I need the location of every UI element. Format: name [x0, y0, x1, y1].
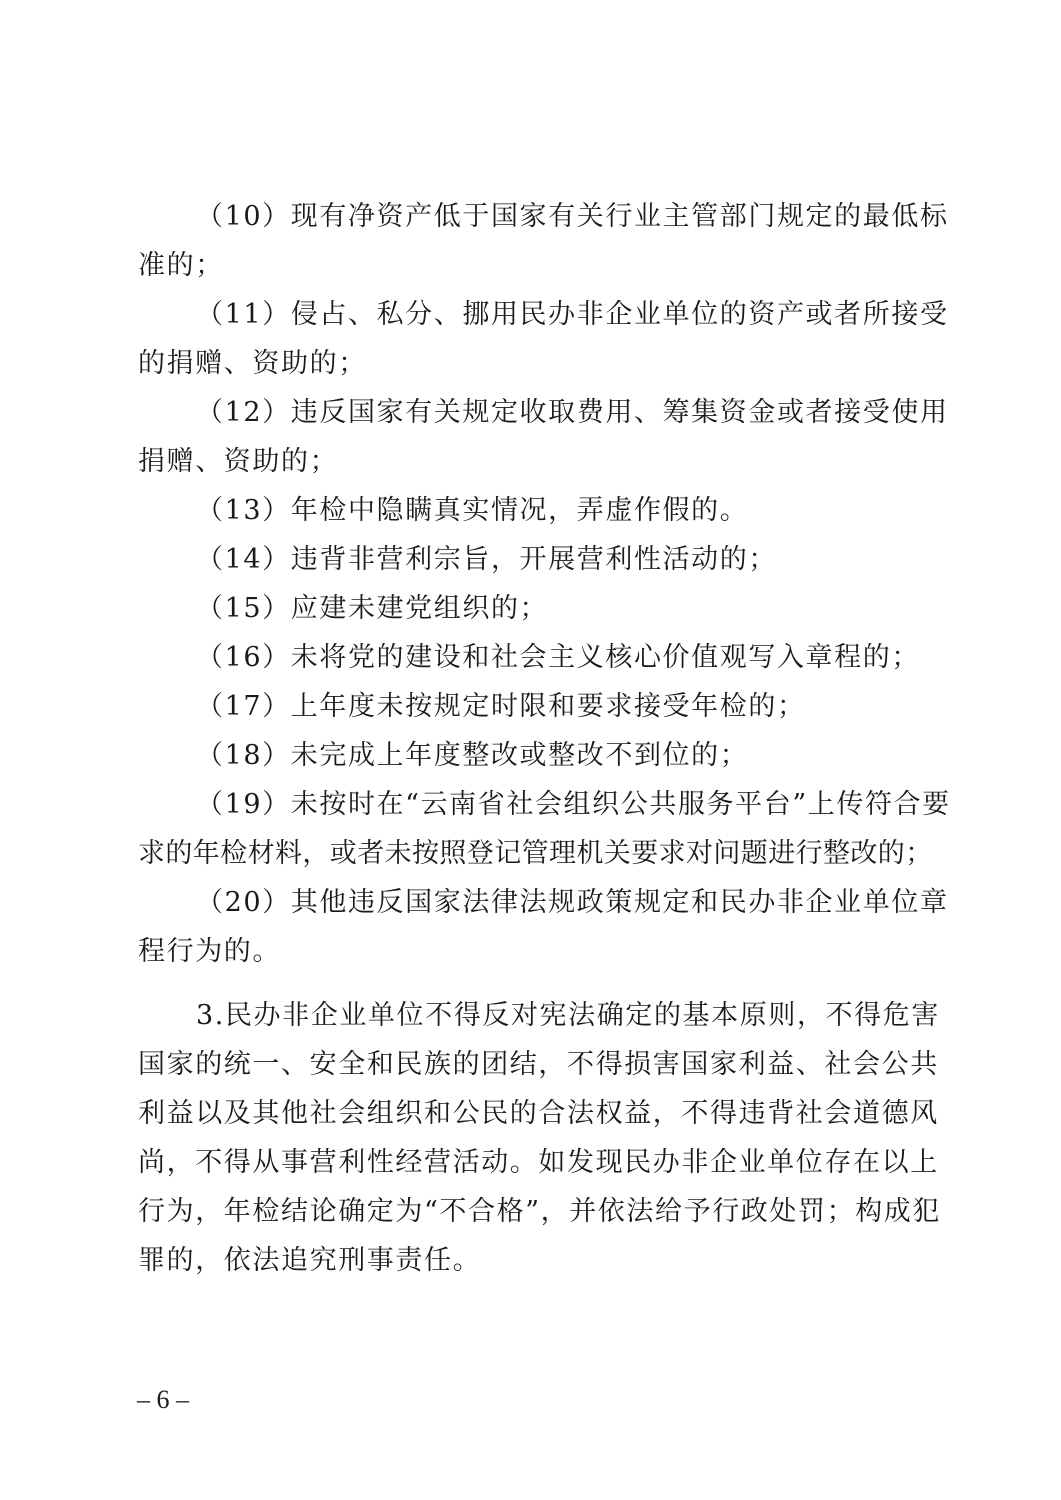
section-3-line-5: 行为，年检结论确定为“不合格”，并依法给予行政处罚；构成犯 [138, 1196, 942, 1227]
section-3-line-2: 国家的统一、安全和民族的团结，不得损害国家利益、社会公共 [138, 1049, 939, 1080]
list-item-10-line-2: 准的； [138, 250, 224, 281]
section-3-line-3: 利益以及其他社会组织和公民的合法权益，不得违背社会道德风 [138, 1098, 939, 1129]
list-item-18: （18）未完成上年度整改或整改不到位的； [196, 740, 749, 771]
list-item-13: （13）年检中隐瞒真实情况，弄虚作假的。 [196, 495, 749, 526]
list-item-12-line-1: （12）违反国家有关规定收取费用、筹集资金或者接受使用 [196, 397, 949, 428]
section-3-line-4: 尚，不得从事营利性经营活动。如发现民办非企业单位存在以上 [138, 1147, 939, 1178]
list-item-20-line-1: （20）其他违反国家法律法规政策规定和民办非企业单位章 [196, 887, 949, 918]
list-item-12-line-2: 捐赠、资助的； [138, 446, 339, 477]
list-item-14: （14）违背非营利宗旨，开展营利性活动的； [196, 544, 777, 575]
list-item-19-line-2: 求的年检材料，或者未按照登记管理机关要求对问题进行整改的； [138, 838, 933, 869]
list-item-20-line-2: 程行为的。 [138, 936, 281, 967]
list-item-17: （17）上年度未按规定时限和要求接受年检的； [196, 691, 806, 722]
section-3-line-6: 罪的，依法追究刑事责任。 [138, 1245, 482, 1276]
list-item-10-line-1: （10）现有净资产低于国家有关行业主管部门规定的最低标 [196, 201, 949, 232]
list-item-11-line-2: 的捐赠、资助的； [138, 348, 367, 379]
list-item-15: （15）应建未建党组织的； [196, 593, 549, 624]
page-number: – 6 – [137, 1385, 189, 1414]
list-item-16: （16）未将党的建设和社会主义核心价值观写入章程的； [196, 642, 920, 673]
list-item-19-line-1: （19）未按时在“云南省社会组织公共服务平台”上传符合要 [196, 789, 951, 820]
section-3-line-1: 3.民办非企业单位不得反对宪法确定的基本原则，不得危害 [196, 1000, 940, 1031]
list-item-11-line-1: （11）侵占、私分、挪用民办非企业单位的资产或者所接受 [196, 299, 949, 330]
